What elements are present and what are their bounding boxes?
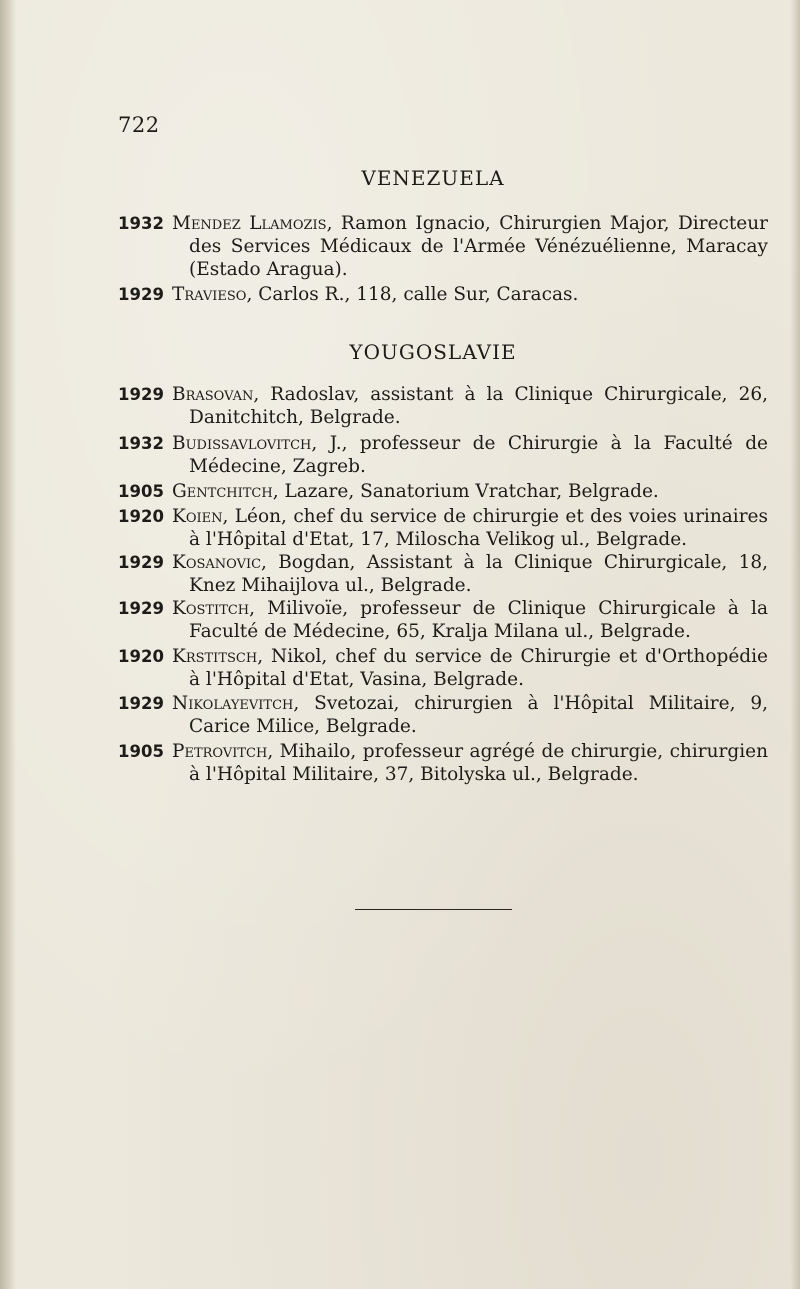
entry	[118, 480, 768, 503]
entry-text	[172, 505, 768, 551]
entry	[118, 432, 768, 478]
entry-name: Kosanovic	[172, 552, 262, 573]
entry-text	[172, 692, 768, 738]
entry-text	[172, 212, 768, 281]
entry-details: , J., professeur de Chirurgie à la Faculté de Médecine, Zagreb.	[189, 433, 768, 477]
entry-year: 1929	[118, 553, 164, 572]
entry-year: 1929	[118, 694, 164, 713]
entry-details: , Nikol, chef du service de Chirurgie et d'Orthopédie à l'Hôpital d'Etat, Vasina, Belgrade.	[189, 646, 768, 690]
entry-year: 1929	[118, 285, 164, 304]
entry	[118, 692, 768, 738]
entry-text	[172, 597, 768, 643]
entry-text	[172, 740, 768, 786]
entry-details: , Mihailo, professeur agrégé de chirurgie, chirurgien à l'Hôpital Militaire, 37, Bitolyska ul., Belgrade.	[189, 741, 768, 785]
end-rule	[355, 909, 512, 910]
entry-details: , Bogdan, Assistant à la Clinique Chirurgicale, 18, Knez Mihaijlova ul., Belgrade.	[189, 552, 768, 596]
entry	[118, 212, 768, 281]
entry-text	[172, 645, 768, 691]
entry-year: 1905	[118, 482, 164, 501]
entry-details: , Milivoïe, professeur de Clinique Chirurgicale à la Faculté de Médecine, 65, Kralja Milana ul., Belgrade.	[189, 598, 768, 642]
entry-year: 1932	[118, 434, 164, 453]
section-title-venezuela: VENEZUELA	[361, 166, 505, 190]
entry-details: , Ramon Ignacio, Chirurgien Major, Directeur des Services Médicaux de l'Armée Vénézuélienne, Maracay (Estado Aragua).	[189, 213, 768, 280]
entry	[118, 645, 768, 691]
entry-year: 1920	[118, 507, 164, 526]
entry-year: 1920	[118, 647, 164, 666]
entry-name: Kostitch	[172, 598, 250, 619]
entry-text	[172, 432, 768, 478]
entry-details: , Svetozai, chirurgien à l'Hôpital Militaire, 9, Carice Milice, Belgrade.	[189, 693, 768, 737]
entry-name: Budissavlovitch	[172, 433, 312, 454]
entry-year: 1929	[118, 385, 164, 404]
page-binding-shadow	[0, 0, 16, 1289]
entry-name: Gentchitch	[172, 481, 273, 502]
entry-name: Mendez Llamozis	[172, 213, 327, 234]
entry	[118, 383, 768, 429]
entry-name: Travieso	[172, 284, 247, 305]
page-number: 722	[118, 113, 160, 137]
entry-year: 1929	[118, 599, 164, 618]
entry-name: Krstitsch	[172, 646, 258, 667]
entry-details: , Radoslav, assistant à la Clinique Chirurgicale, 26, Danitchitch, Belgrade.	[189, 384, 768, 428]
entry	[118, 740, 768, 786]
entry-details: , Léon, chef du service de chirurgie et des voies urinaires à l'Hôpital d'Etat, 17, Miloscha Velikog ul., Belgrade.	[189, 506, 768, 550]
entry-name: Nikolayevitch	[172, 693, 294, 714]
entry-name: Koien	[172, 506, 223, 527]
entry-details: , Lazare, Sanatorium Vratchar, Belgrade.	[272, 481, 659, 502]
entry-text	[172, 283, 768, 306]
page-edge-shadow	[790, 0, 800, 1289]
entry-details: , Carlos R., 118, calle Sur, Caracas.	[246, 284, 579, 305]
entry-text	[172, 551, 768, 597]
entry	[118, 283, 768, 306]
entry-name: Petrovitch	[172, 741, 268, 762]
section-title-yougoslavie: YOUGOSLAVIE	[349, 340, 517, 364]
entry-text	[172, 383, 768, 429]
entry	[118, 597, 768, 643]
entry-year: 1932	[118, 214, 164, 233]
entry-name: Brasovan	[172, 384, 254, 405]
entry-text	[172, 480, 768, 503]
entry-year: 1905	[118, 742, 164, 761]
entry	[118, 505, 768, 551]
entry	[118, 551, 768, 597]
